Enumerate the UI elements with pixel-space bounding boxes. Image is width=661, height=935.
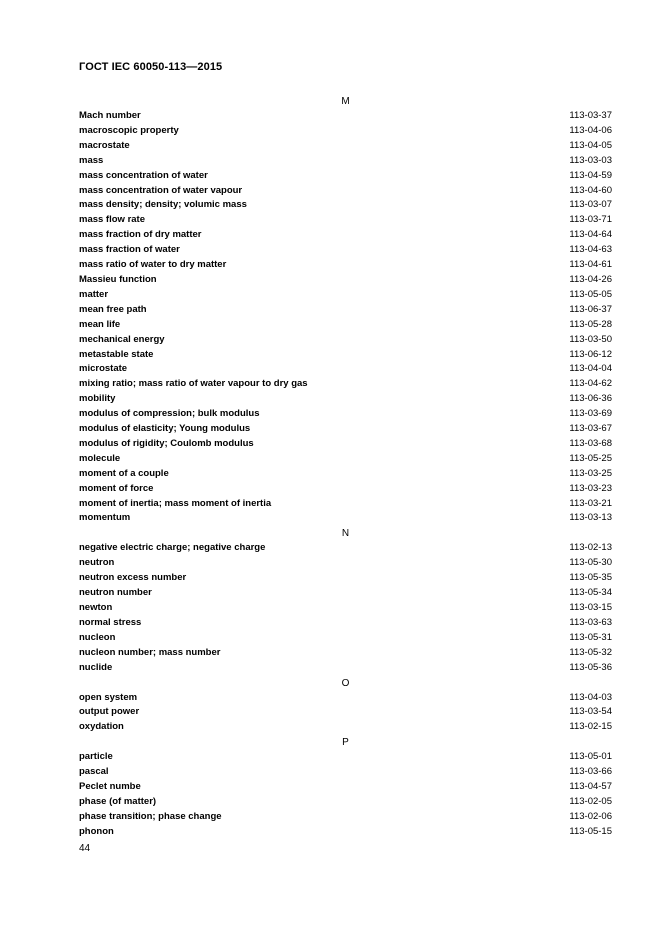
- entry-reference: 113-04-64: [569, 229, 612, 241]
- index-entry: [79, 780, 612, 795]
- entry-term: newton: [79, 602, 113, 613]
- entry-reference: 113-05-32: [569, 646, 612, 658]
- entry-term: mixing ratio; mass ratio of water vapour to dry gas: [79, 378, 308, 390]
- entry-reference: 113-05-30: [569, 557, 612, 569]
- entry-reference: 113-05-36: [569, 661, 612, 673]
- index-entry: [79, 586, 612, 601]
- entry-term: modulus of compression; bulk modulus: [79, 408, 260, 420]
- entry-term: moment of a couple: [79, 467, 169, 479]
- entry-term: phonon: [79, 825, 114, 837]
- entry-term: mean free path: [79, 303, 147, 315]
- entry-reference: 113-02-05: [569, 795, 612, 807]
- entry-term: Mach number: [79, 110, 141, 121]
- index-entry: [79, 392, 612, 407]
- index-entry: [79, 437, 612, 452]
- entry-reference: 113-03-07: [569, 199, 612, 211]
- entry-reference: 113-03-69: [569, 408, 612, 420]
- entry-reference: 113-03-50: [569, 333, 612, 345]
- entry-term: molecule: [79, 452, 121, 464]
- entry-reference: 113-04-26: [569, 273, 612, 285]
- index-entry: [79, 333, 612, 348]
- entry-term: particle: [79, 751, 113, 763]
- index-entry: [79, 273, 612, 288]
- entry-reference: 113-04-05: [569, 139, 612, 151]
- entry-reference: 113-05-35: [569, 572, 612, 584]
- index-entry: [79, 198, 612, 213]
- index-entry: [79, 422, 612, 437]
- entry-term: pascal: [79, 766, 109, 778]
- entry-term: Massieu function: [79, 273, 157, 285]
- entry-term: phase (of matter): [79, 795, 157, 807]
- index-entry: [79, 169, 612, 184]
- index-entry: [79, 452, 612, 467]
- entry-reference: 113-03-25: [569, 467, 612, 479]
- index-entry: [79, 109, 612, 124]
- entry-term: neutron number: [79, 587, 152, 599]
- entry-reference: 113-04-63: [569, 244, 612, 256]
- entry-term: macrostate: [79, 139, 130, 151]
- index-entry: [79, 571, 612, 586]
- entry-reference: 113-04-60: [569, 184, 612, 196]
- entry-reference: 113-03-03: [569, 154, 612, 166]
- entry-reference: 113-03-23: [569, 482, 612, 494]
- index-entry: [79, 646, 612, 661]
- index-entry: [79, 348, 612, 363]
- entry-reference: 113-05-01: [569, 751, 612, 763]
- index-entry: [79, 243, 612, 258]
- entry-reference: 113-03-13: [569, 512, 612, 524]
- entry-term: mass density; density; volumic mass: [79, 199, 247, 211]
- entry-term: mass concentration of water: [79, 169, 208, 181]
- entry-reference: 113-03-68: [569, 437, 612, 449]
- entry-term: microstate: [79, 363, 128, 375]
- index-entry: [79, 139, 612, 154]
- entry-reference: 113-03-63: [569, 616, 612, 628]
- entry-reference: 113-04-57: [569, 781, 612, 793]
- index-entry: [79, 795, 612, 810]
- section-letter: N: [341, 528, 350, 540]
- entry-reference: 113-03-54: [569, 706, 612, 718]
- entry-reference: 113-05-15: [569, 825, 612, 837]
- index-entry: [79, 258, 612, 273]
- section-letter: P: [342, 737, 349, 749]
- index-entry: [79, 362, 612, 377]
- entry-term: negative electric charge; negative charge: [79, 542, 266, 554]
- entry-reference: 113-05-28: [569, 318, 612, 330]
- index-entry: [79, 616, 612, 631]
- index-entry: [79, 541, 612, 556]
- entry-reference: 113-04-04: [569, 363, 612, 375]
- index-entry: [79, 810, 612, 825]
- entry-reference: 113-05-25: [569, 452, 612, 464]
- index-entry: [79, 154, 612, 169]
- entry-reference: 113-04-03: [569, 691, 612, 703]
- section-letter: O: [341, 677, 350, 689]
- index-entry: [79, 407, 612, 422]
- entry-term: mobility: [79, 393, 116, 405]
- entry-term: mass fraction of dry matter: [79, 229, 202, 241]
- entry-reference: 113-02-06: [569, 810, 612, 822]
- entry-term: mass flow rate: [79, 214, 145, 226]
- entry-reference: 113-06-37: [569, 303, 612, 315]
- entry-reference: 113-03-15: [569, 602, 612, 613]
- entry-term: modulus of rigidity; Coulomb modulus: [79, 437, 254, 449]
- entry-term: mass fraction of water: [79, 244, 180, 256]
- index-entry: [79, 720, 612, 735]
- section-letter: M: [341, 96, 350, 107]
- document-header: ГОСТ IEC 60050-113—2015: [79, 61, 223, 73]
- index-entry: [79, 705, 612, 720]
- entry-reference: 113-03-71: [569, 214, 612, 226]
- index-entry: [79, 303, 612, 318]
- entry-reference: 113-04-59: [569, 169, 612, 181]
- entry-term: mass concentration of water vapour: [79, 184, 243, 196]
- entry-term: open system: [79, 691, 138, 703]
- index-entry: [79, 497, 612, 512]
- index-entry: [79, 377, 612, 392]
- entry-term: modulus of elasticity; Young modulus: [79, 423, 251, 435]
- index-entry: [79, 631, 612, 646]
- entry-term: metastable state: [79, 348, 154, 360]
- entry-term: phase transition; phase change: [79, 810, 222, 822]
- entry-term: neutron: [79, 557, 115, 569]
- entry-term: mechanical energy: [79, 333, 165, 345]
- index-entry: [79, 661, 612, 676]
- index-entry: [79, 288, 612, 303]
- index-entry: [79, 213, 612, 228]
- entry-term: nuclide: [79, 661, 113, 673]
- entry-reference: 113-06-36: [569, 393, 612, 405]
- entry-term: matter: [79, 288, 109, 300]
- entry-reference: 113-04-06: [569, 124, 612, 136]
- index-entry: [79, 184, 612, 199]
- entry-reference: 113-03-66: [569, 766, 612, 778]
- entry-term: normal stress: [79, 616, 142, 628]
- entry-term: neutron excess number: [79, 572, 187, 584]
- entry-term: moment of force: [79, 482, 154, 494]
- entry-term: moment of inertia; mass moment of inertia: [79, 497, 272, 509]
- entry-reference: 113-03-37: [569, 110, 612, 121]
- index-entry: [79, 750, 612, 765]
- entry-term: mass ratio of water to dry matter: [79, 259, 227, 271]
- index-entry: [79, 556, 612, 571]
- index-entry: [79, 228, 612, 243]
- entry-reference: 113-05-05: [569, 288, 612, 300]
- entry-term: mass: [79, 154, 104, 166]
- index-entry: [79, 318, 612, 333]
- entry-reference: 113-04-62: [569, 378, 612, 390]
- entry-term: oxydation: [79, 721, 124, 733]
- entry-reference: 113-04-61: [569, 259, 612, 271]
- entry-reference: 113-05-34: [569, 587, 612, 599]
- index-entry: [79, 511, 612, 526]
- index-entry: [79, 467, 612, 482]
- entry-term: macroscopic property: [79, 124, 179, 136]
- term-index: [79, 94, 612, 840]
- entry-term: momentum: [79, 512, 131, 524]
- index-entry: [79, 765, 612, 780]
- index-entry: [79, 825, 612, 840]
- entry-reference: 113-03-67: [569, 423, 612, 435]
- entry-term: mean life: [79, 318, 121, 330]
- page-number: 44: [79, 843, 91, 854]
- entry-term: output power: [79, 706, 140, 718]
- entry-reference: 113-05-31: [569, 631, 612, 643]
- entry-reference: 113-02-13: [569, 542, 612, 554]
- index-entry: [79, 124, 612, 139]
- index-entry: [79, 691, 612, 706]
- entry-reference: 113-03-21: [569, 497, 612, 509]
- entry-term: nucleon: [79, 631, 116, 643]
- entry-reference: 113-06-12: [569, 348, 612, 360]
- index-entry: [79, 482, 612, 497]
- index-entry: [79, 601, 612, 616]
- entry-term: nucleon number; mass number: [79, 646, 221, 658]
- entry-term: Peclet numbe: [79, 781, 141, 793]
- entry-reference: 113-02-15: [569, 721, 612, 733]
